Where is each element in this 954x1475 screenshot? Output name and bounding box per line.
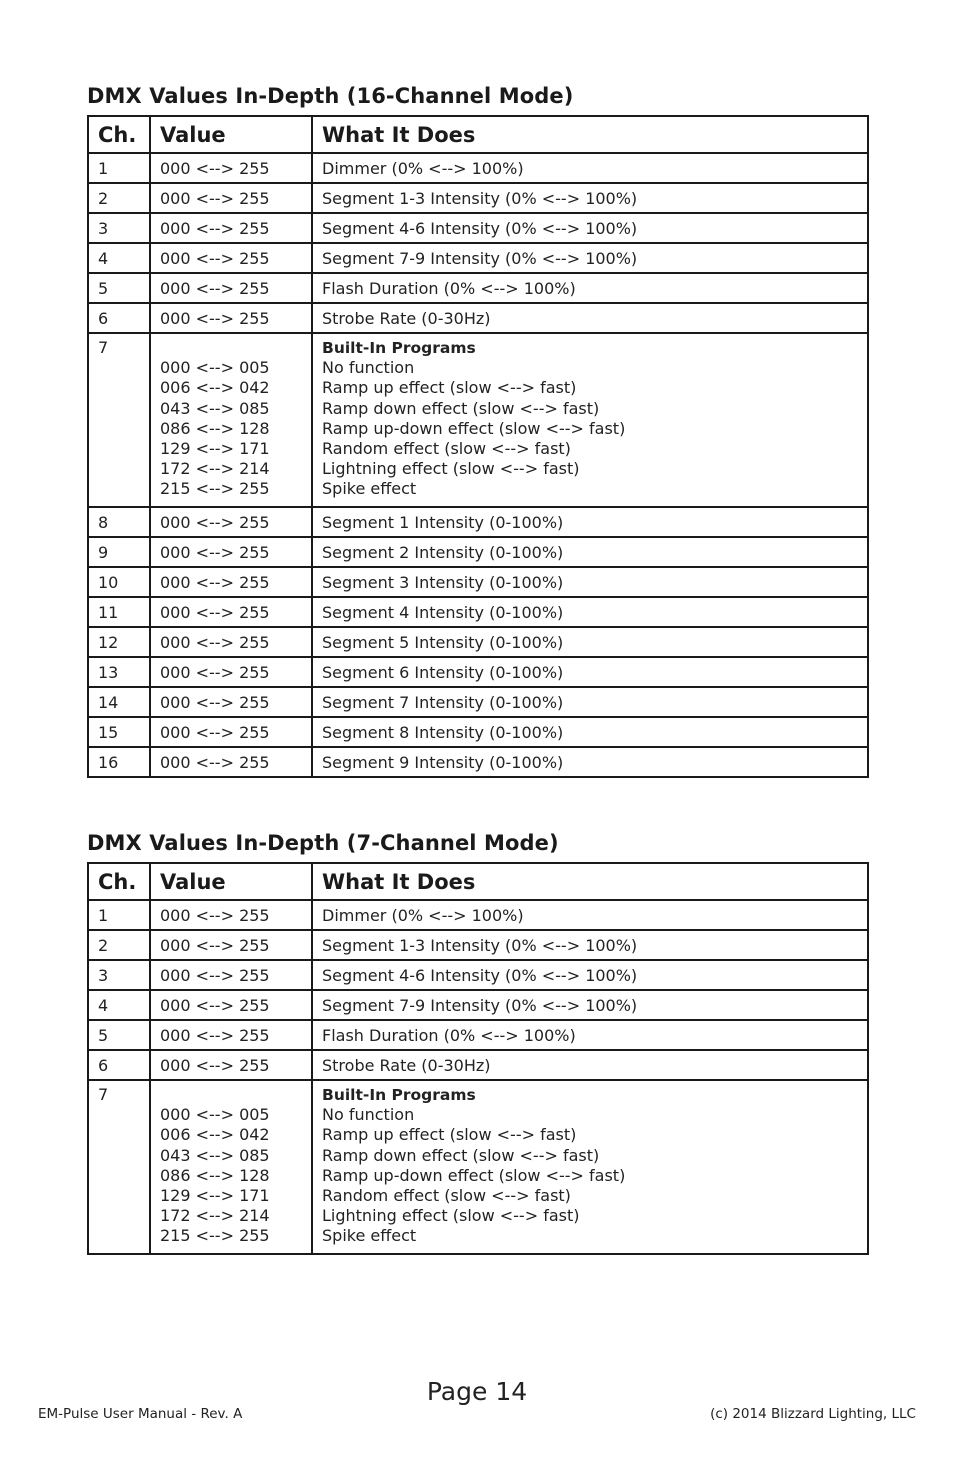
value-cell: 000 <--> 255 (150, 930, 312, 960)
program-value-range: 172 <--> 214 (160, 459, 270, 479)
table-row (88, 627, 868, 657)
channel-cell: 14 (88, 687, 150, 717)
value-cell: 000 <--> 255 (150, 273, 312, 303)
footer-copyright: (c) 2014 Blizzard Lighting, LLC (710, 1406, 916, 1422)
value-cell: 000 <--> 255 (150, 213, 312, 243)
channel-cell: 15 (88, 717, 150, 747)
what-it-does-cell: Dimmer (0% <--> 100%) (312, 153, 868, 183)
channel-cell: 5 (88, 1020, 150, 1050)
what-it-does-cell: Segment 1 Intensity (0-100%) (312, 507, 868, 537)
channel-cell: 6 (88, 1050, 150, 1080)
program-description: No function (322, 358, 415, 378)
what-it-does-cell: Segment 7-9 Intensity (0% <--> 100%) (312, 990, 868, 1020)
program-value-range: 043 <--> 085 (160, 1145, 270, 1165)
program-value-range: 129 <--> 171 (160, 1186, 270, 1206)
program-description: Ramp up-down effect (slow <--> fast) (322, 1165, 626, 1185)
program-value-range: 215 <--> 255 (160, 479, 270, 499)
value-cell: 000 <--> 255 (150, 243, 312, 273)
program-value-range: 086 <--> 128 (160, 1165, 270, 1185)
what-it-does-cell: Segment 4-6 Intensity (0% <--> 100%) (312, 960, 868, 990)
value-cell: 000 <--> 255 (150, 507, 312, 537)
value-cell (150, 333, 312, 507)
program-value-range: 172 <--> 214 (160, 1206, 270, 1226)
value-cell: 000 <--> 255 (150, 990, 312, 1020)
table-row (88, 597, 868, 627)
channel-cell: 7 (88, 1080, 150, 1254)
table-row (88, 717, 868, 747)
what-it-does-cell: Segment 9 Intensity (0-100%) (312, 747, 868, 777)
program-description: Ramp down effect (slow <--> fast) (322, 1145, 600, 1165)
program-heading: Built-In Programs (322, 339, 476, 357)
channel-cell: 16 (88, 747, 150, 777)
table-row (88, 567, 868, 597)
channel-cell: 3 (88, 213, 150, 243)
channel-cell: 2 (88, 930, 150, 960)
program-value-range: 129 <--> 171 (160, 439, 270, 459)
table-row (88, 1050, 868, 1080)
program-value-range: 086 <--> 128 (160, 418, 270, 438)
program-heading: Built-In Programs (322, 1086, 476, 1104)
what-it-does-cell: Segment 6 Intensity (0-100%) (312, 657, 868, 687)
channel-cell: 12 (88, 627, 150, 657)
table-row (88, 507, 868, 537)
value-cell: 000 <--> 255 (150, 717, 312, 747)
what-it-does-cell (312, 333, 868, 507)
table-header-row (88, 863, 868, 900)
what-it-does-cell: Segment 5 Intensity (0-100%) (312, 627, 868, 657)
program-description: Ramp down effect (slow <--> fast) (322, 398, 600, 418)
what-it-does-cell: Strobe Rate (0-30Hz) (312, 303, 868, 333)
header-ch: Ch. (88, 863, 150, 900)
what-it-does-cell: Flash Duration (0% <--> 100%) (312, 1020, 868, 1050)
program-description: Lightning effect (slow <--> fast) (322, 459, 580, 479)
program-description: Random effect (slow <--> fast) (322, 1186, 571, 1206)
table-row (88, 213, 868, 243)
table-row (88, 537, 868, 567)
value-cell: 000 <--> 255 (150, 687, 312, 717)
what-it-does-cell: Flash Duration (0% <--> 100%) (312, 273, 868, 303)
section-title-16-channel: DMX Values In-Depth (16-Channel Mode) (87, 84, 574, 108)
value-cell (150, 1080, 312, 1254)
channel-cell: 6 (88, 303, 150, 333)
program-description: Ramp up effect (slow <--> fast) (322, 1125, 577, 1145)
table-row (88, 960, 868, 990)
table-row (88, 930, 868, 960)
channel-cell: 4 (88, 990, 150, 1020)
table-row (88, 243, 868, 273)
channel-cell: 1 (88, 153, 150, 183)
header-what-it-does: What It Does (312, 116, 868, 153)
program-description: Ramp up-down effect (slow <--> fast) (322, 418, 626, 438)
what-it-does-cell: Segment 7 Intensity (0-100%) (312, 687, 868, 717)
channel-cell: 5 (88, 273, 150, 303)
what-it-does-cell (312, 1080, 868, 1254)
header-ch: Ch. (88, 116, 150, 153)
program-value-range: 006 <--> 042 (160, 378, 270, 398)
program-description: Ramp up effect (slow <--> fast) (322, 378, 577, 398)
value-cell: 000 <--> 255 (150, 597, 312, 627)
value-cell: 000 <--> 255 (150, 303, 312, 333)
channel-cell: 7 (88, 333, 150, 507)
program-description: Lightning effect (slow <--> fast) (322, 1206, 580, 1226)
section-title-7-channel: DMX Values In-Depth (7-Channel Mode) (87, 831, 559, 855)
header-what-it-does: What It Does (312, 863, 868, 900)
what-it-does-cell: Segment 7-9 Intensity (0% <--> 100%) (312, 243, 868, 273)
channel-cell: 13 (88, 657, 150, 687)
channel-cell: 9 (88, 537, 150, 567)
table-row (88, 747, 868, 777)
value-cell: 000 <--> 255 (150, 627, 312, 657)
what-it-does-cell: Segment 4 Intensity (0-100%) (312, 597, 868, 627)
program-description: No function (322, 1105, 415, 1125)
what-it-does-cell: Strobe Rate (0-30Hz) (312, 1050, 868, 1080)
channel-cell: 8 (88, 507, 150, 537)
what-it-does-cell: Segment 4-6 Intensity (0% <--> 100%) (312, 213, 868, 243)
what-it-does-cell: Segment 1-3 Intensity (0% <--> 100%) (312, 183, 868, 213)
value-cell: 000 <--> 255 (150, 567, 312, 597)
what-it-does-cell: Segment 3 Intensity (0-100%) (312, 567, 868, 597)
program-value-range: 000 <--> 005 (160, 358, 270, 378)
table-row (88, 687, 868, 717)
table-row (88, 657, 868, 687)
channel-cell: 4 (88, 243, 150, 273)
header-value: Value (150, 863, 312, 900)
table-row (88, 303, 868, 333)
table-row (88, 990, 868, 1020)
value-cell: 000 <--> 255 (150, 900, 312, 930)
value-cell: 000 <--> 255 (150, 183, 312, 213)
value-cell: 000 <--> 255 (150, 537, 312, 567)
program-description: Spike effect (322, 1226, 417, 1246)
dmx-table-7-channel (87, 862, 869, 1255)
value-spacer (160, 1085, 311, 1105)
table-row (88, 273, 868, 303)
channel-cell: 2 (88, 183, 150, 213)
channel-cell: 1 (88, 900, 150, 930)
table-row (88, 183, 868, 213)
channel-cell: 11 (88, 597, 150, 627)
table-row (88, 900, 868, 930)
value-spacer (160, 338, 311, 358)
value-cell: 000 <--> 255 (150, 747, 312, 777)
program-value-range: 006 <--> 042 (160, 1125, 270, 1145)
table-row (88, 1020, 868, 1050)
value-cell: 000 <--> 255 (150, 657, 312, 687)
program-value-range: 215 <--> 255 (160, 1226, 270, 1246)
table-row (88, 153, 868, 183)
table-row (88, 1080, 868, 1254)
header-value: Value (150, 116, 312, 153)
value-cell: 000 <--> 255 (150, 1050, 312, 1080)
what-it-does-cell: Segment 2 Intensity (0-100%) (312, 537, 868, 567)
what-it-does-cell: Segment 1-3 Intensity (0% <--> 100%) (312, 930, 868, 960)
program-description: Spike effect (322, 479, 417, 499)
dmx-table-16-channel (87, 115, 869, 778)
value-cell: 000 <--> 255 (150, 1020, 312, 1050)
program-description: Random effect (slow <--> fast) (322, 439, 571, 459)
footer-manual-title: EM-Pulse User Manual - Rev. A (38, 1406, 243, 1422)
program-value-range: 000 <--> 005 (160, 1105, 270, 1125)
table-header-row (88, 116, 868, 153)
value-cell: 000 <--> 255 (150, 153, 312, 183)
program-value-range: 043 <--> 085 (160, 398, 270, 418)
table-row (88, 333, 868, 507)
what-it-does-cell: Dimmer (0% <--> 100%) (312, 900, 868, 930)
channel-cell: 10 (88, 567, 150, 597)
what-it-does-cell: Segment 8 Intensity (0-100%) (312, 717, 868, 747)
value-cell: 000 <--> 255 (150, 960, 312, 990)
page-number: Page 14 (426, 1377, 528, 1406)
channel-cell: 3 (88, 960, 150, 990)
